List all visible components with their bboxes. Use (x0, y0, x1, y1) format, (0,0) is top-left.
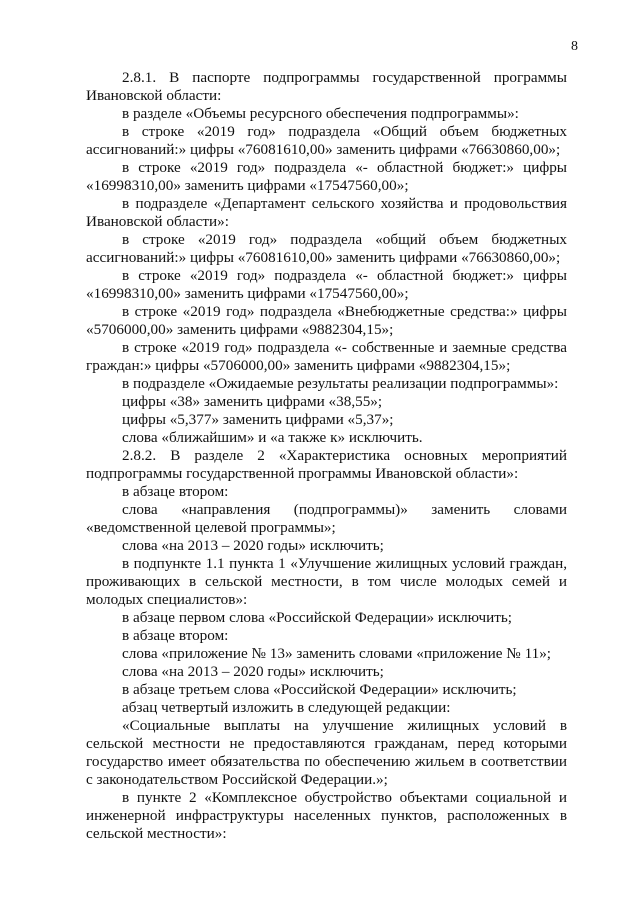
paragraph: в строке «2019 год» подраздела «- собственные и заемные средства граждан:» цифры «5706000,00» заменить цифрами «9882304,15»; (86, 339, 567, 374)
paragraph: в абзаце третьем слова «Российской Федерации» исключить; (122, 681, 517, 698)
paragraph: в абзаце втором: (122, 627, 229, 644)
paragraph: слова «ближайшим» и «а также к» исключить. (122, 429, 423, 446)
document-body (86, 69, 567, 843)
paragraph: цифры «5,377» заменить цифрами «5,37»; (122, 411, 394, 428)
paragraph: слова «направления (подпрограммы)» заменить словами «ведомственной целевой программы»; (86, 501, 567, 536)
paragraph: в строке «2019 год» подраздела «- областной бюджет:» цифры «16998310,00» заменить цифрами «17547560,00»; (86, 267, 567, 302)
paragraph: в абзаце втором: (122, 483, 229, 500)
paragraph: в подразделе «Департамент сельского хозяйства и продовольствия Ивановской области»: (86, 195, 567, 230)
paragraph: слова «на 2013 – 2020 годы» исключить; (122, 537, 384, 554)
paragraph: цифры «38» заменить цифрами «38,55»; (122, 393, 383, 410)
paragraph: в строке «2019 год» подраздела «- областной бюджет:» цифры «16998310,00» заменить цифрами «17547560,00»; (86, 159, 567, 194)
paragraph: в строке «2019 год» подраздела «Общий объем бюджетных ассигнований:» цифры «76081610,00» заменить цифрами «76630860,00»; (86, 123, 567, 158)
paragraph: 2.8.1. В паспорте подпрограммы государственной программы Ивановской области: (86, 69, 567, 104)
paragraph: 2.8.2. В разделе 2 «Характеристика основных мероприятий подпрограммы государственной программы Ивановской области»: (86, 447, 567, 482)
paragraph: в строке «2019 год» подраздела «общий объем бюджетных ассигнований:» цифры «76081610,00» заменить цифрами «76630860,00»; (86, 231, 567, 266)
paragraph: в подпункте 1.1 пункта 1 «Улучшение жилищных условий граждан, проживающих в сельской местности, в том числе молодых семей и молодых специалистов»: (86, 555, 567, 608)
paragraph: слова «на 2013 – 2020 годы» исключить; (122, 663, 384, 680)
paragraph: абзац четвертый изложить в следующей редакции: (122, 699, 451, 716)
page-number: 8 (571, 39, 578, 54)
paragraph: «Социальные выплаты на улучшение жилищных условий в сельской местности не предоставляются гражданам, перед которыми государство имеет обязательства по обеспечению жильем в соответствии с законодательством Российской Федерации.»; (86, 717, 567, 788)
paragraph: слова «приложение № 13» заменить словами «приложение № 11»; (122, 645, 552, 662)
paragraph: в подразделе «Ожидаемые результаты реализации подпрограммы»: (122, 375, 559, 392)
paragraph: в абзаце первом слова «Российской Федерации» исключить; (122, 609, 513, 626)
paragraph: в пункте 2 «Комплексное обустройство объектами социальной и инженерной инфраструктуры населенных пунктов, расположенных в сельской местности»: (86, 789, 567, 842)
paragraph: в разделе «Объемы ресурсного обеспечения подпрограммы»: (122, 105, 519, 122)
paragraph: в строке «2019 год» подраздела «Внебюджетные средства:» цифры «5706000,00» заменить цифрами «9882304,15»; (86, 303, 567, 338)
